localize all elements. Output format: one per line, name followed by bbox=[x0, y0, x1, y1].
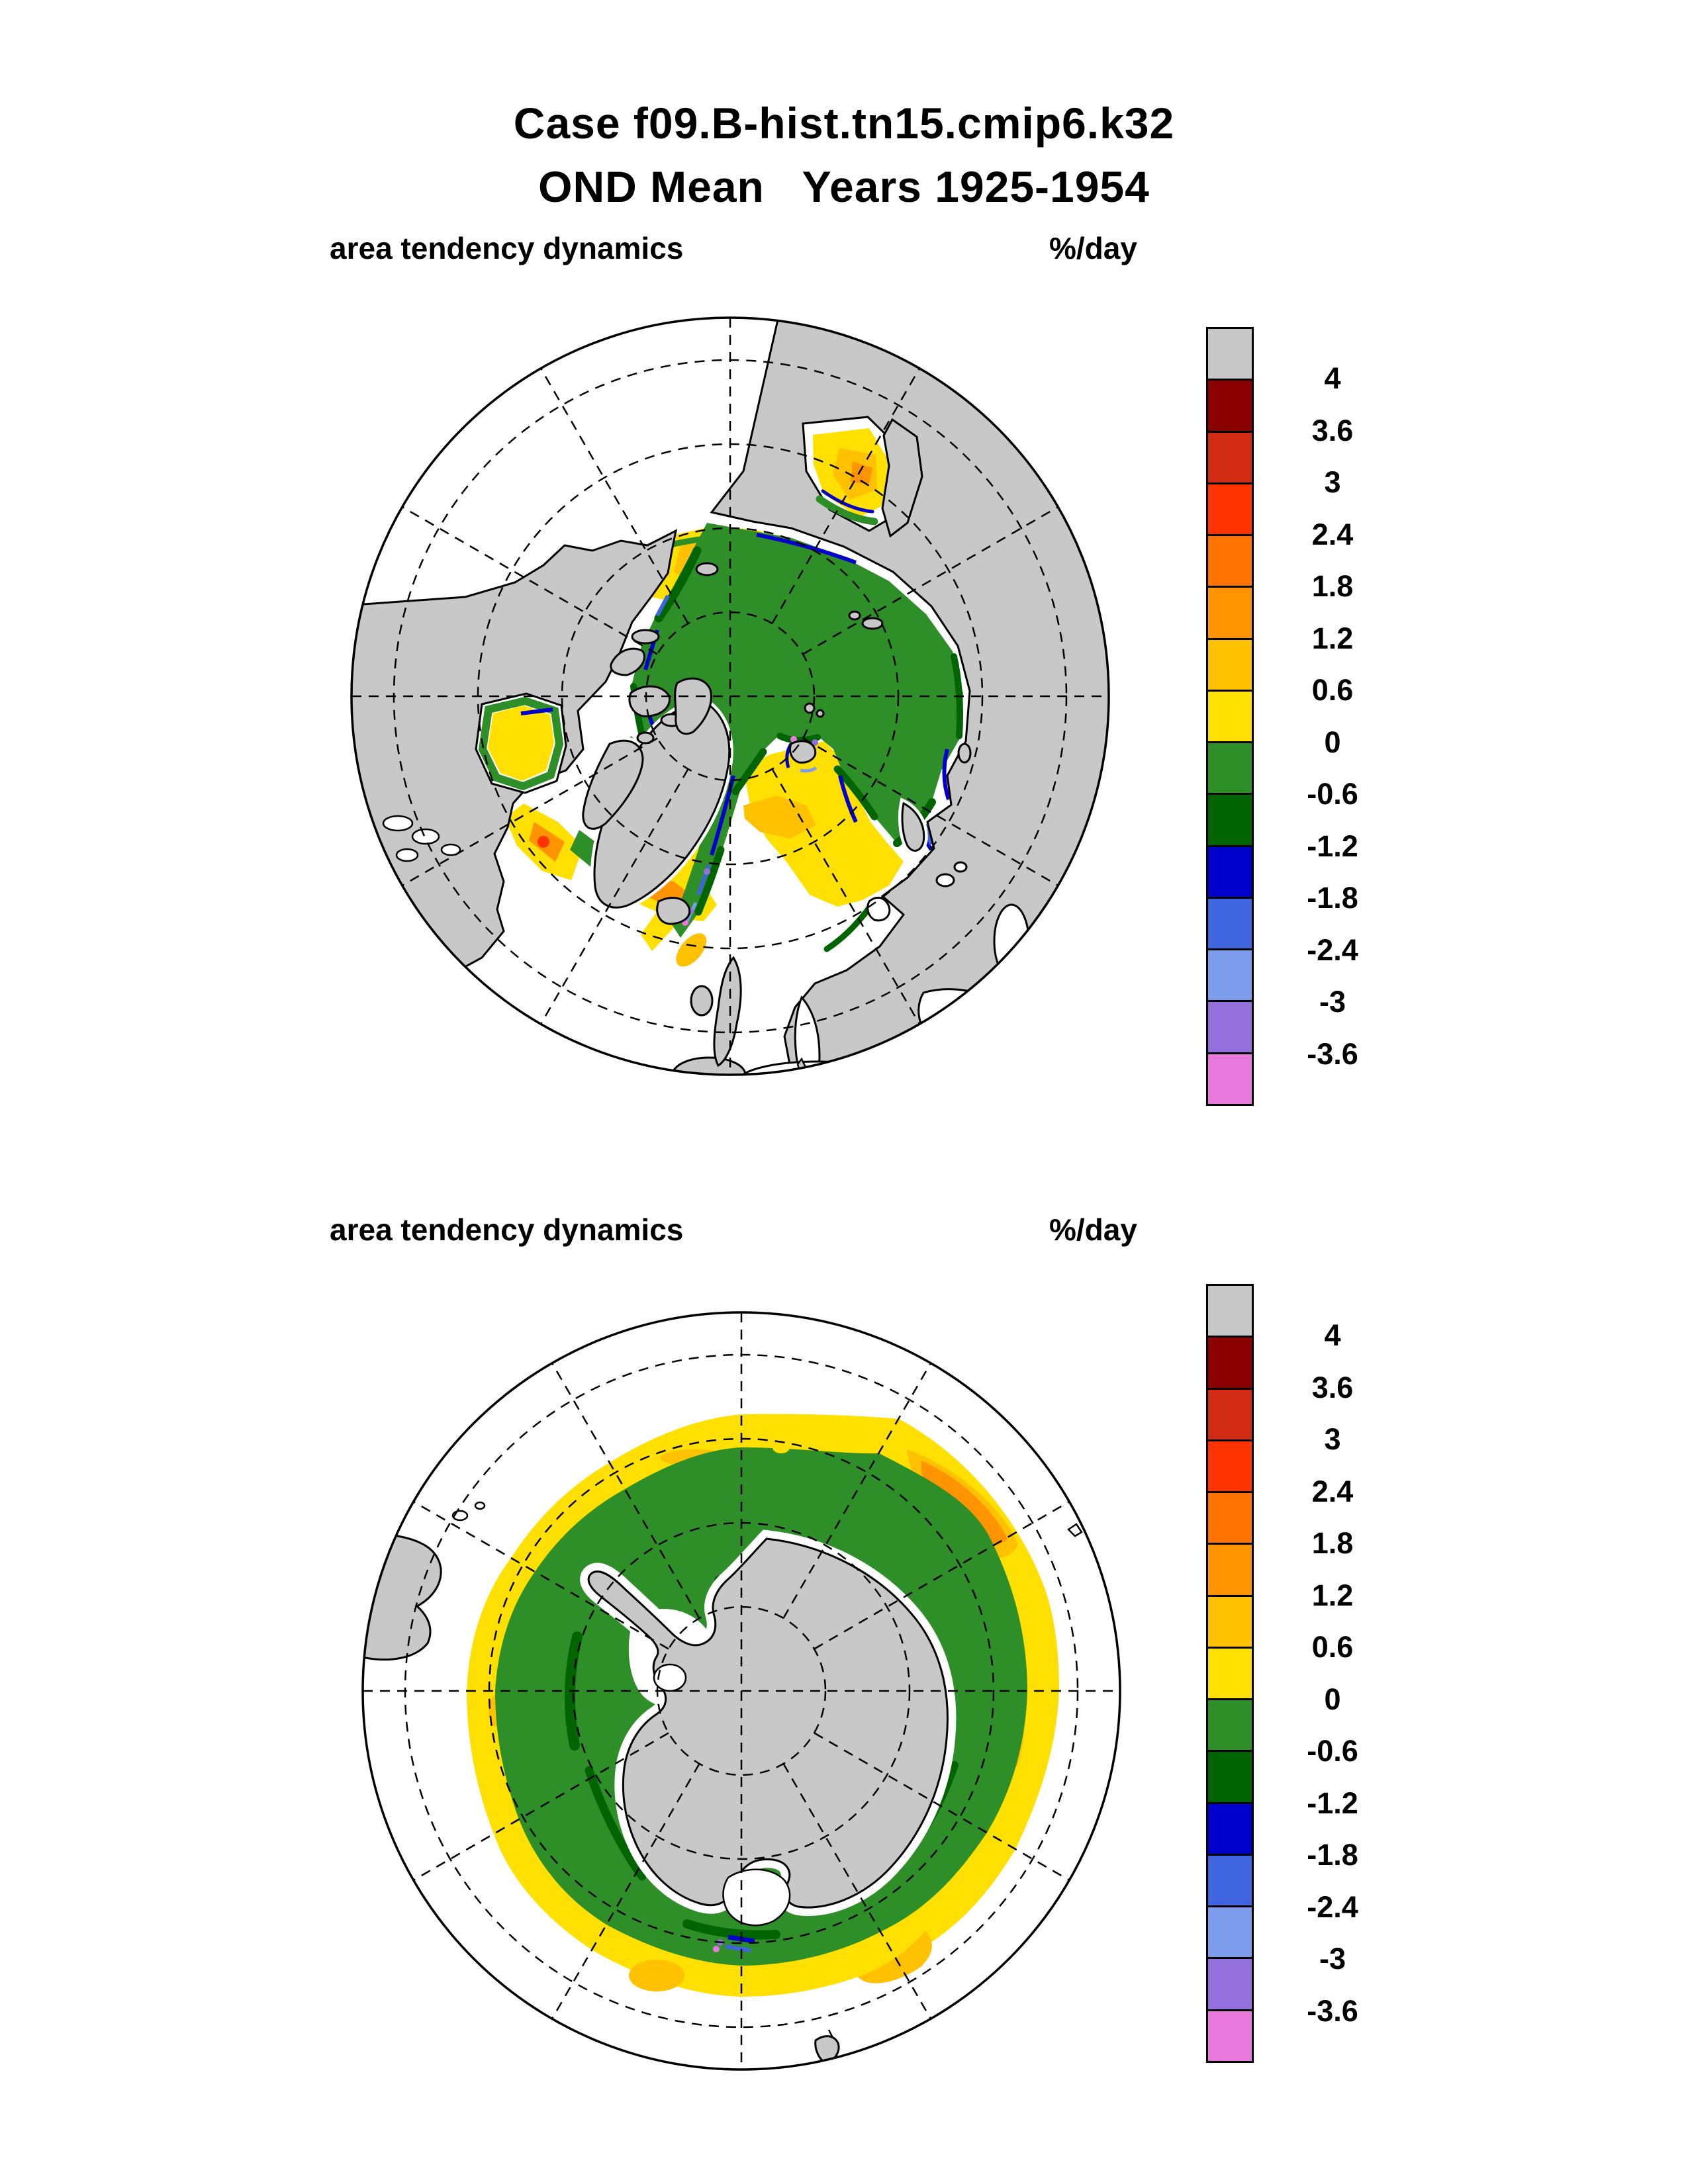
colorbar-cell bbox=[1206, 793, 1254, 846]
colorbar-tick-label: 2.4 bbox=[1311, 517, 1354, 551]
iceland bbox=[657, 898, 690, 924]
colorbar-tick-label: 3.6 bbox=[1311, 413, 1354, 447]
colorbar-tick-label: 3.6 bbox=[1311, 1370, 1354, 1404]
colorbar-tick-label: -3.6 bbox=[1307, 1036, 1358, 1071]
panel2-variable-label: area tendency dynamics bbox=[330, 1212, 684, 1247]
colorbar-cell bbox=[1206, 1439, 1254, 1493]
colorbar-tick-label: 0.6 bbox=[1311, 1630, 1354, 1664]
panel1-variable-label: area tendency dynamics bbox=[330, 231, 684, 265]
colorbar-cell bbox=[1206, 1052, 1254, 1106]
colorbar-cell bbox=[1206, 1336, 1254, 1389]
colorbar-cell bbox=[1206, 897, 1254, 950]
colorbar-tick-label: 3 bbox=[1324, 1422, 1341, 1457]
colorbar-tick-label: -1.8 bbox=[1307, 881, 1358, 915]
colorbar-cell bbox=[1206, 948, 1254, 1002]
colorbar-cell bbox=[1206, 327, 1254, 381]
ireland bbox=[691, 986, 712, 1015]
colorbar-cell bbox=[1206, 1595, 1254, 1649]
colorbar-tick-label: 2.4 bbox=[1311, 1474, 1354, 1508]
south-polar-map bbox=[357, 1307, 1125, 2075]
caspian-sea bbox=[994, 905, 1029, 978]
colorbar-tick-label: 0 bbox=[1324, 725, 1341, 759]
colorbar-cell bbox=[1206, 1698, 1254, 1752]
colorbar-tick-label: -3.6 bbox=[1307, 1993, 1358, 2028]
colorbar-north bbox=[1206, 327, 1254, 1106]
colorbar-cell bbox=[1206, 379, 1254, 432]
panel1-units-label: %/day bbox=[1049, 231, 1137, 265]
franz-josef-land bbox=[805, 704, 814, 713]
colorbar-cell bbox=[1206, 1905, 1254, 1959]
colorbar-cell bbox=[1206, 638, 1254, 692]
colorbar-tick-label: 4 bbox=[1324, 361, 1341, 396]
north-polar-map bbox=[346, 312, 1114, 1080]
colorbar-north-labels bbox=[1276, 327, 1389, 1106]
colorbar-tick-label: -0.6 bbox=[1307, 777, 1358, 811]
antarctica bbox=[588, 1539, 947, 1925]
colorbar-tick-label: -0.6 bbox=[1307, 1734, 1358, 1768]
colorbar-tick-label: 1.2 bbox=[1311, 621, 1354, 655]
colorbar-cell bbox=[1206, 1802, 1254, 1856]
ross-ice-shelf bbox=[724, 1870, 790, 1925]
colorbar-tick-label: 0.6 bbox=[1311, 673, 1354, 707]
colorbar-tick-label: -3 bbox=[1319, 985, 1346, 1019]
colorbar-cell bbox=[1206, 1957, 1254, 2011]
colorbar-cell bbox=[1206, 1647, 1254, 1700]
victoria-island bbox=[630, 686, 670, 716]
colorbar-cell bbox=[1206, 845, 1254, 899]
colorbar-cell bbox=[1206, 1000, 1254, 1054]
colorbar-cell bbox=[1206, 1854, 1254, 1907]
colorbar-cell bbox=[1206, 2009, 1254, 2063]
colorbar-south bbox=[1206, 1284, 1254, 2063]
colorbar-tick-label: -1.8 bbox=[1307, 1838, 1358, 1872]
colorbar-tick-label: -1.2 bbox=[1307, 1786, 1358, 1820]
colorbar-cell bbox=[1206, 1284, 1254, 1338]
colorbar-tick-label: -1.2 bbox=[1307, 829, 1358, 863]
colorbar-cell bbox=[1206, 1491, 1254, 1545]
colorbar-tick-label: -2.4 bbox=[1307, 1889, 1358, 1924]
colorbar-tick-label: -2.4 bbox=[1307, 933, 1358, 967]
wrangel-island bbox=[696, 563, 718, 575]
panel2-units-label: %/day bbox=[1049, 1212, 1137, 1247]
colorbar-cell bbox=[1206, 1750, 1254, 1803]
colorbar-tick-label: 3 bbox=[1324, 465, 1341, 500]
colorbar-cell bbox=[1206, 741, 1254, 795]
colorbar-tick-label: 1.8 bbox=[1311, 569, 1354, 604]
hudson-bay bbox=[476, 694, 566, 793]
colorbar-tick-label: 1.2 bbox=[1311, 1578, 1354, 1612]
colorbar-south-labels bbox=[1276, 1284, 1389, 2063]
white-sea bbox=[868, 897, 890, 920]
colorbar-cell bbox=[1206, 482, 1254, 536]
colorbar-cell bbox=[1206, 1543, 1254, 1596]
colorbar-tick-label: -3 bbox=[1319, 1942, 1346, 1976]
colorbar-tick-label: 1.8 bbox=[1311, 1526, 1354, 1561]
colorbar-cell bbox=[1206, 431, 1254, 484]
colorbar-cell bbox=[1206, 690, 1254, 743]
colorbar-cell bbox=[1206, 1388, 1254, 1441]
figure-title-line2: OND Mean Years 1925-1954 bbox=[538, 162, 1150, 211]
colorbar-cell bbox=[1206, 534, 1254, 588]
colorbar-cell bbox=[1206, 586, 1254, 639]
figure-title-line1: Case f09.B-hist.tn15.cmip6.k32 bbox=[513, 99, 1175, 148]
colorbar-tick-label: 4 bbox=[1324, 1318, 1341, 1353]
colorbar-tick-label: 0 bbox=[1324, 1682, 1341, 1716]
